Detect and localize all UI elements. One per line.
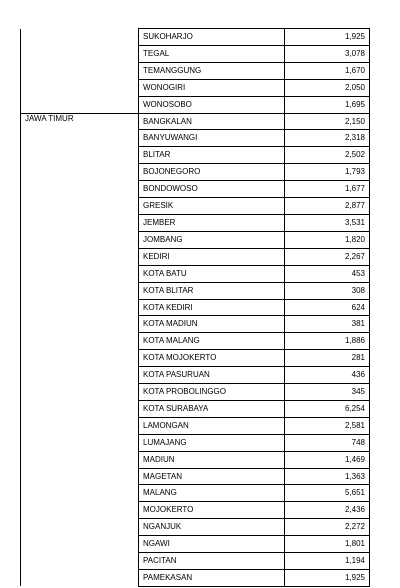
regency-table [20, 28, 370, 587]
regency-value-cell: 2,318 [285, 130, 370, 147]
regency-value-cell: 5,651 [285, 485, 370, 502]
regency-value-cell: 2,150 [285, 113, 370, 130]
regency-name-cell: KOTA MOJOKERTO [139, 350, 285, 367]
province-cell: JAWA TIMUR [21, 113, 139, 586]
regency-value-cell: 1,925 [285, 29, 370, 46]
regency-name-cell: PAMEKASAN [139, 570, 285, 587]
regency-name-cell: BLITAR [139, 147, 285, 164]
regency-name-cell: TEMANGGUNG [139, 62, 285, 79]
regency-name-cell: BANGKALAN [139, 113, 285, 130]
regency-name-cell: TEGAL [139, 45, 285, 62]
regency-value-cell: 1,886 [285, 333, 370, 350]
table-row [21, 29, 370, 46]
regency-value-cell: 3,078 [285, 45, 370, 62]
regency-name-cell: LAMONGAN [139, 417, 285, 434]
regency-name-cell: KEDIRI [139, 248, 285, 265]
regency-name-cell: BANYUWANGI [139, 130, 285, 147]
regency-name-cell: MAGETAN [139, 468, 285, 485]
regency-value-cell: 2,877 [285, 198, 370, 215]
regency-value-cell: 1,793 [285, 164, 370, 181]
table-row [21, 113, 370, 130]
regency-name-cell: MOJOKERTO [139, 502, 285, 519]
regency-name-cell: NGANJUK [139, 519, 285, 536]
regency-name-cell: WONOSOBO [139, 96, 285, 113]
regency-name-cell: KOTA KEDIRI [139, 299, 285, 316]
regency-value-cell: 1,469 [285, 451, 370, 468]
regency-value-cell: 2,272 [285, 519, 370, 536]
regency-name-cell: LUMAJANG [139, 434, 285, 451]
regency-value-cell: 308 [285, 282, 370, 299]
regency-name-cell: KOTA SURABAYA [139, 400, 285, 417]
regency-name-cell: JEMBER [139, 214, 285, 231]
regency-name-cell: MADIUN [139, 451, 285, 468]
regency-name-cell: SUKOHARJO [139, 29, 285, 46]
regency-name-cell: BOJONEGORO [139, 164, 285, 181]
regency-name-cell: PACITAN [139, 553, 285, 570]
regency-value-cell: 1,925 [285, 570, 370, 587]
regency-value-cell: 453 [285, 265, 370, 282]
regency-table-body [21, 29, 370, 587]
regency-value-cell: 1,670 [285, 62, 370, 79]
regency-name-cell: WONOGIRI [139, 79, 285, 96]
regency-value-cell: 624 [285, 299, 370, 316]
regency-value-cell: 6,254 [285, 400, 370, 417]
regency-name-cell: BONDOWOSO [139, 181, 285, 198]
regency-value-cell: 345 [285, 384, 370, 401]
regency-name-cell: MALANG [139, 485, 285, 502]
regency-value-cell: 1,695 [285, 96, 370, 113]
regency-name-cell: GRESIK [139, 198, 285, 215]
regency-value-cell: 281 [285, 350, 370, 367]
regency-value-cell: 436 [285, 367, 370, 384]
regency-value-cell: 381 [285, 316, 370, 333]
regency-value-cell: 748 [285, 434, 370, 451]
regency-name-cell: KOTA PROBOLINGGO [139, 384, 285, 401]
regency-value-cell: 3,531 [285, 214, 370, 231]
regency-name-cell: KOTA MADIUN [139, 316, 285, 333]
regency-value-cell: 2,581 [285, 417, 370, 434]
regency-name-cell: JOMBANG [139, 231, 285, 248]
regency-value-cell: 2,502 [285, 147, 370, 164]
regency-name-cell: KOTA MALANG [139, 333, 285, 350]
regency-name-cell: KOTA PASURUAN [139, 367, 285, 384]
regency-value-cell: 1,820 [285, 231, 370, 248]
regency-value-cell: 2,050 [285, 79, 370, 96]
province-cell [21, 29, 139, 114]
regency-value-cell: 2,267 [285, 248, 370, 265]
regency-value-cell: 1,677 [285, 181, 370, 198]
regency-value-cell: 1,801 [285, 536, 370, 553]
regency-value-cell: 2,436 [285, 502, 370, 519]
regency-name-cell: NGAWI [139, 536, 285, 553]
regency-value-cell: 1,363 [285, 468, 370, 485]
regency-name-cell: KOTA BATU [139, 265, 285, 282]
regency-name-cell: KOTA BLITAR [139, 282, 285, 299]
regency-value-cell: 1,194 [285, 553, 370, 570]
